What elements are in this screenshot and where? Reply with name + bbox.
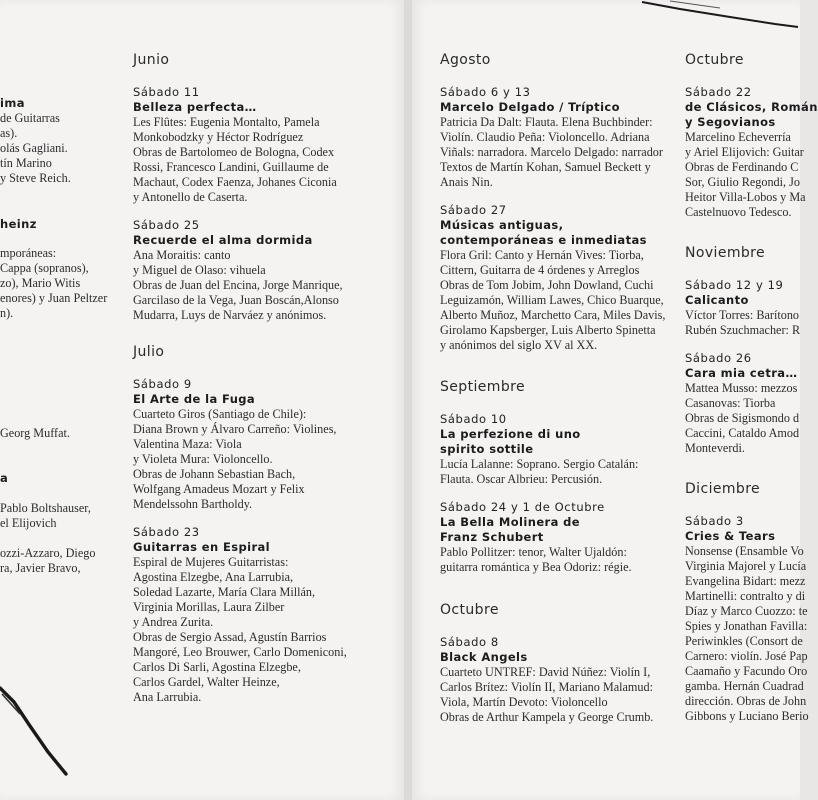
concert-date: Sábado 23 bbox=[133, 525, 200, 539]
concert-detail-line: Cittern, Guitarra de 4 órdenes y Arreglos bbox=[440, 263, 640, 277]
concert-entry bbox=[133, 85, 398, 205]
concert-title: Black Angels bbox=[440, 650, 528, 664]
concert-title: La perfezione di uno bbox=[440, 427, 581, 441]
concert-detail-line: dirección. Obras de John bbox=[685, 694, 807, 708]
concert-detail-line: Obras de Sergio Assad, Agustín Barrios bbox=[133, 630, 327, 644]
concert-entry bbox=[133, 218, 398, 323]
concert-detail-line: Nonsense (Ensamble Vo bbox=[685, 544, 804, 558]
cut-text-fragment bbox=[0, 546, 95, 576]
concert-title: Cara mia cetra… bbox=[685, 366, 798, 380]
right-second-column bbox=[685, 52, 818, 800]
concert-detail-line: Virginia Morillas, Laura Zilber bbox=[133, 600, 285, 614]
section-julio bbox=[133, 344, 398, 705]
concert-detail-line: y Violeta Mura: Violoncello. bbox=[133, 452, 273, 466]
concert-detail-line: Agostina Elzegbe, Ana Larrubia, bbox=[133, 570, 294, 584]
concert-detail-line: Ana Moraitis: canto bbox=[133, 248, 231, 262]
fragment-line: el Elijovich bbox=[0, 516, 57, 530]
section-junio bbox=[133, 52, 398, 323]
fragment-line: Cappa (sopranos), bbox=[0, 261, 89, 275]
concert-detail-line: Caccini, Cataldo Amod bbox=[685, 426, 800, 440]
concert-date: Sábado 9 bbox=[133, 377, 192, 391]
concert-date: Sábado 26 bbox=[685, 351, 752, 365]
concert-detail-line: Pablo Pollitzer: tenor, Walter Ujaldón: bbox=[440, 545, 627, 559]
concert-detail-line: Rubén Szuchmacher: R bbox=[685, 323, 801, 337]
concert-detail-line: Flora Gril: Canto y Hernán Vives: Tiorba, bbox=[440, 248, 644, 262]
concert-detail-line: Monkobodzky y Héctor Rodríguez bbox=[133, 130, 304, 144]
concert-detail-line: Gibbons y Luciano Berio bbox=[685, 709, 809, 723]
concert-date: Sábado 12 y 19 bbox=[685, 278, 784, 292]
section-octubre-22 bbox=[685, 52, 818, 220]
concert-detail-line: Díaz y Marco Cuozzo: te bbox=[685, 604, 808, 618]
fragment-line: zo), Mario Witis bbox=[0, 276, 81, 290]
cut-text-fragment bbox=[0, 246, 107, 321]
month-heading: Octubre bbox=[685, 52, 744, 68]
left-cut-column bbox=[0, 0, 108, 800]
fragment-line: a bbox=[0, 471, 9, 485]
concert-detail-line: Víctor Torres: Barítono bbox=[685, 308, 800, 322]
concert-title: Cries & Tears bbox=[685, 529, 776, 543]
fragment-line: as). bbox=[0, 126, 18, 140]
concert-title: Marcelo Delgado / Tríptico bbox=[440, 100, 620, 114]
page-gutter bbox=[404, 0, 412, 800]
concert-detail-line: Lucía Lalanne: Soprano. Sergio Catalán: bbox=[440, 457, 639, 471]
fragment-line: olás Gagliani. bbox=[0, 141, 68, 155]
concert-detail-line: Cuarteto Giros (Santiago de Chile): bbox=[133, 407, 307, 421]
month-heading: Agosto bbox=[440, 52, 491, 68]
concert-detail-line: Leguizamón, William Lawes, Chico Buarque, bbox=[440, 293, 664, 307]
concert-detail-line: y Ariel Elijovich: Guitar bbox=[685, 145, 804, 159]
section-agosto bbox=[440, 52, 670, 353]
concert-detail-line: Patricia Da Dalt: Flauta. Elena Buchbinder: bbox=[440, 115, 653, 129]
fragment-line: enores) y Juan Peltzer bbox=[0, 291, 108, 305]
concert-date: Sábado 6 y 13 bbox=[440, 85, 531, 99]
concert-detail-line: Flauta. Oscar Albrieu: Percusión. bbox=[440, 472, 603, 486]
cut-text-fragment bbox=[0, 501, 91, 531]
section-septiembre bbox=[440, 379, 670, 575]
section-diciembre bbox=[685, 481, 809, 724]
concert-detail-line: guitarra romántica y Bea Odoriz: régie. bbox=[440, 560, 632, 574]
concert-detail-line: Spies y Jonathan Favilla: bbox=[685, 619, 808, 633]
concert-detail-line: Soledad Lazarte, María Clara Millán, bbox=[133, 585, 316, 599]
concert-detail-line: Anais Nin. bbox=[440, 175, 493, 189]
fragment-line: mporáneas: bbox=[0, 246, 57, 260]
concert-detail-line: Carlos Gardel, Walter Heinze, bbox=[133, 675, 280, 689]
concert-detail-line: Girolamo Kapsberger, Luis Alberto Spinetta bbox=[440, 323, 656, 337]
concert-detail-line: Heitor Villa-Lobos y Ma bbox=[685, 190, 806, 204]
cut-text-fragment bbox=[0, 96, 25, 111]
concert-detail-line: y Miguel de Olaso: vihuela bbox=[133, 263, 266, 277]
cut-text-fragment bbox=[0, 111, 71, 186]
fragment-line: ra, Javier Bravo, bbox=[0, 561, 81, 575]
concert-detail-line: Casanovas: Tiorba bbox=[685, 396, 776, 410]
month-heading: Noviembre bbox=[685, 245, 766, 261]
concert-detail-line: Obras de Johann Sebastian Bach, bbox=[133, 467, 296, 481]
section-octubre-8 bbox=[440, 602, 670, 725]
fragment-line: tín Marino bbox=[0, 156, 52, 170]
concert-detail-line: Sor, Giulio Regondi, Jo bbox=[685, 175, 800, 189]
cut-text-fragment bbox=[0, 426, 70, 441]
cut-text-fragment bbox=[0, 471, 8, 486]
concert-detail-line: Viñals: narradora. Marcelo Delgado: narrador bbox=[440, 145, 663, 159]
concert-entry bbox=[133, 377, 398, 512]
concert-entry bbox=[440, 500, 670, 575]
concert-detail-line: Wolfgang Amadeus Mozart y Felix bbox=[133, 482, 305, 496]
fragment-line: ima bbox=[0, 96, 25, 110]
concert-detail-line: Obras de Ferdinando C bbox=[685, 160, 799, 174]
concert-detail-line: Martinelli: contralto y di bbox=[685, 589, 806, 603]
concert-detail-line: Obras de Sigismondo d bbox=[685, 411, 800, 425]
concert-title: El Arte de la Fuga bbox=[133, 392, 256, 406]
month-heading: Junio bbox=[133, 52, 170, 68]
concert-detail-line: Violín. Claudio Peña: Violoncello. Adriana bbox=[440, 130, 650, 144]
fragment-line: Georg Muffat. bbox=[0, 426, 70, 440]
concert-date: Sábado 8 bbox=[440, 635, 499, 649]
concert-detail-line: Obras de Juan del Encina, Jorge Manrique, bbox=[133, 278, 343, 292]
section-noviembre bbox=[685, 245, 800, 456]
concert-detail-line: y Andrea Zurita. bbox=[133, 615, 214, 629]
concert-detail-line: Carlos Di Sarli, Agostina Elzegbe, bbox=[133, 660, 301, 674]
concert-entry bbox=[440, 412, 670, 487]
concert-entry bbox=[685, 351, 800, 456]
concert-detail-line: Obras de Arthur Kampela y George Crumb. bbox=[440, 710, 654, 724]
concert-title: Guitarras en Espiral bbox=[133, 540, 271, 554]
fragment-line: de Guitarras bbox=[0, 111, 60, 125]
concert-title: de Clásicos, Román bbox=[685, 100, 818, 114]
concert-detail-line: gamba. Hernán Cuadrad bbox=[685, 679, 804, 693]
concert-entry bbox=[685, 278, 800, 338]
month-heading: Octubre bbox=[440, 602, 499, 618]
concert-detail-line: Virginia Majorel y Lucía bbox=[685, 559, 807, 573]
concert-detail-line: Rossi, Francesco Landini, Guillaume de bbox=[133, 160, 329, 174]
concert-detail-line: Castelnuovo Tedesco. bbox=[685, 205, 792, 219]
concert-date: Sábado 10 bbox=[440, 412, 507, 426]
left-main-column bbox=[133, 52, 398, 718]
concert-title: y Segovianos bbox=[685, 115, 776, 129]
concert-title: contemporáneas e inmediatas bbox=[440, 233, 647, 247]
concert-detail-line: Obras de Bartolomeo de Bologna, Codex bbox=[133, 145, 335, 159]
concert-detail-line: Evangelina Bidart: mezz bbox=[685, 574, 806, 588]
concert-detail-line: Ana Larrubia. bbox=[133, 690, 202, 704]
concert-detail-line: y anónimos del siglo XV al XX. bbox=[440, 338, 598, 352]
concert-detail-line: Cuarteto UNTREF: David Núñez: Violín I, bbox=[440, 665, 651, 679]
concert-detail-line: Alberto Muñoz, Marchetto Cara, Miles Davis, bbox=[440, 308, 666, 322]
concert-title: Músicas antiguas, bbox=[440, 218, 564, 232]
concert-title: spirito sottile bbox=[440, 442, 534, 456]
concert-title: Franz Schubert bbox=[440, 530, 544, 544]
concert-detail-line: Caamaño y Facundo Oro bbox=[685, 664, 808, 678]
concert-entry bbox=[440, 85, 670, 190]
concert-title: Calicanto bbox=[685, 293, 749, 307]
fragment-line: Pablo Boltshauser, bbox=[0, 501, 91, 515]
month-heading: Julio bbox=[133, 344, 165, 360]
concert-date: Sábado 3 bbox=[685, 514, 744, 528]
concert-date: Sábado 22 bbox=[685, 85, 752, 99]
cut-text-fragment bbox=[0, 217, 37, 232]
concert-detail-line: Textos de Martín Kohan, Samuel Beckett y bbox=[440, 160, 651, 174]
fragment-line: y Steve Reich. bbox=[0, 171, 71, 185]
fragment-line: ozzi-Azzaro, Diego bbox=[0, 546, 96, 560]
concert-date: Sábado 25 bbox=[133, 218, 200, 232]
concert-detail-line: Mangoré, Leo Brouwer, Carlo Domeniconi, bbox=[133, 645, 347, 659]
concert-detail-line: Obras de Tom Jobim, John Dowland, Cuchi bbox=[440, 278, 654, 292]
right-first-column bbox=[440, 52, 670, 738]
concert-detail-line: Machaut, Codex Faenza, Johanes Ciconia bbox=[133, 175, 337, 189]
concert-date: Sábado 11 bbox=[133, 85, 200, 99]
concert-entry bbox=[133, 525, 398, 705]
concert-date: Sábado 27 bbox=[440, 203, 507, 217]
concert-entry bbox=[440, 203, 670, 353]
fragment-line: n). bbox=[0, 306, 14, 320]
concert-detail-line: Mudarra, Luys de Narváez y anónimos. bbox=[133, 308, 327, 322]
concert-title: La Bella Molinera de bbox=[440, 515, 580, 529]
decorative-stroke-top-right bbox=[640, 0, 800, 40]
concert-entry bbox=[440, 635, 670, 725]
concert-detail-line: Diana Brown y Álvaro Carreño: Violines, bbox=[133, 422, 337, 436]
concert-detail-line: Carnero: violín. José Pap bbox=[685, 649, 808, 663]
concert-detail-line: Garcilaso de la Vega, Juan Boscán,Alonso bbox=[133, 293, 339, 307]
concert-detail-line: Monteverdi. bbox=[685, 441, 745, 455]
concert-detail-line: Espiral de Mujeres Guitarristas: bbox=[133, 555, 289, 569]
fragment-line: heinz bbox=[0, 217, 37, 231]
concert-detail-line: Marcelino Echeverría bbox=[685, 130, 791, 144]
concert-title: Recuerde el alma dormida bbox=[133, 233, 313, 247]
concert-detail-line: Viola, Martín Devoto: Violoncello bbox=[440, 695, 608, 709]
concert-detail-line: Mendelssohn Bartholdy. bbox=[133, 497, 253, 511]
month-heading: Septiembre bbox=[440, 379, 525, 395]
concert-date: Sábado 24 y 1 de Octubre bbox=[440, 500, 605, 514]
concert-detail-line: Mattea Musso: mezzos bbox=[685, 381, 798, 395]
concert-title: Belleza perfecta… bbox=[133, 100, 257, 114]
concert-entry bbox=[685, 85, 818, 220]
concert-entry bbox=[685, 514, 809, 724]
concert-detail-line: Les Flûtes: Eugenia Montalto, Pamela bbox=[133, 115, 320, 129]
concert-detail-line: Carlos Brítez: Violín II, Mariano Malamud: bbox=[440, 680, 653, 694]
concert-detail-line: Valentina Maza: Viola bbox=[133, 437, 242, 451]
concert-detail-line: y Antonello de Caserta. bbox=[133, 190, 248, 204]
concert-detail-line: Periwinkles (Consort de bbox=[685, 634, 803, 648]
month-heading: Diciembre bbox=[685, 481, 761, 497]
